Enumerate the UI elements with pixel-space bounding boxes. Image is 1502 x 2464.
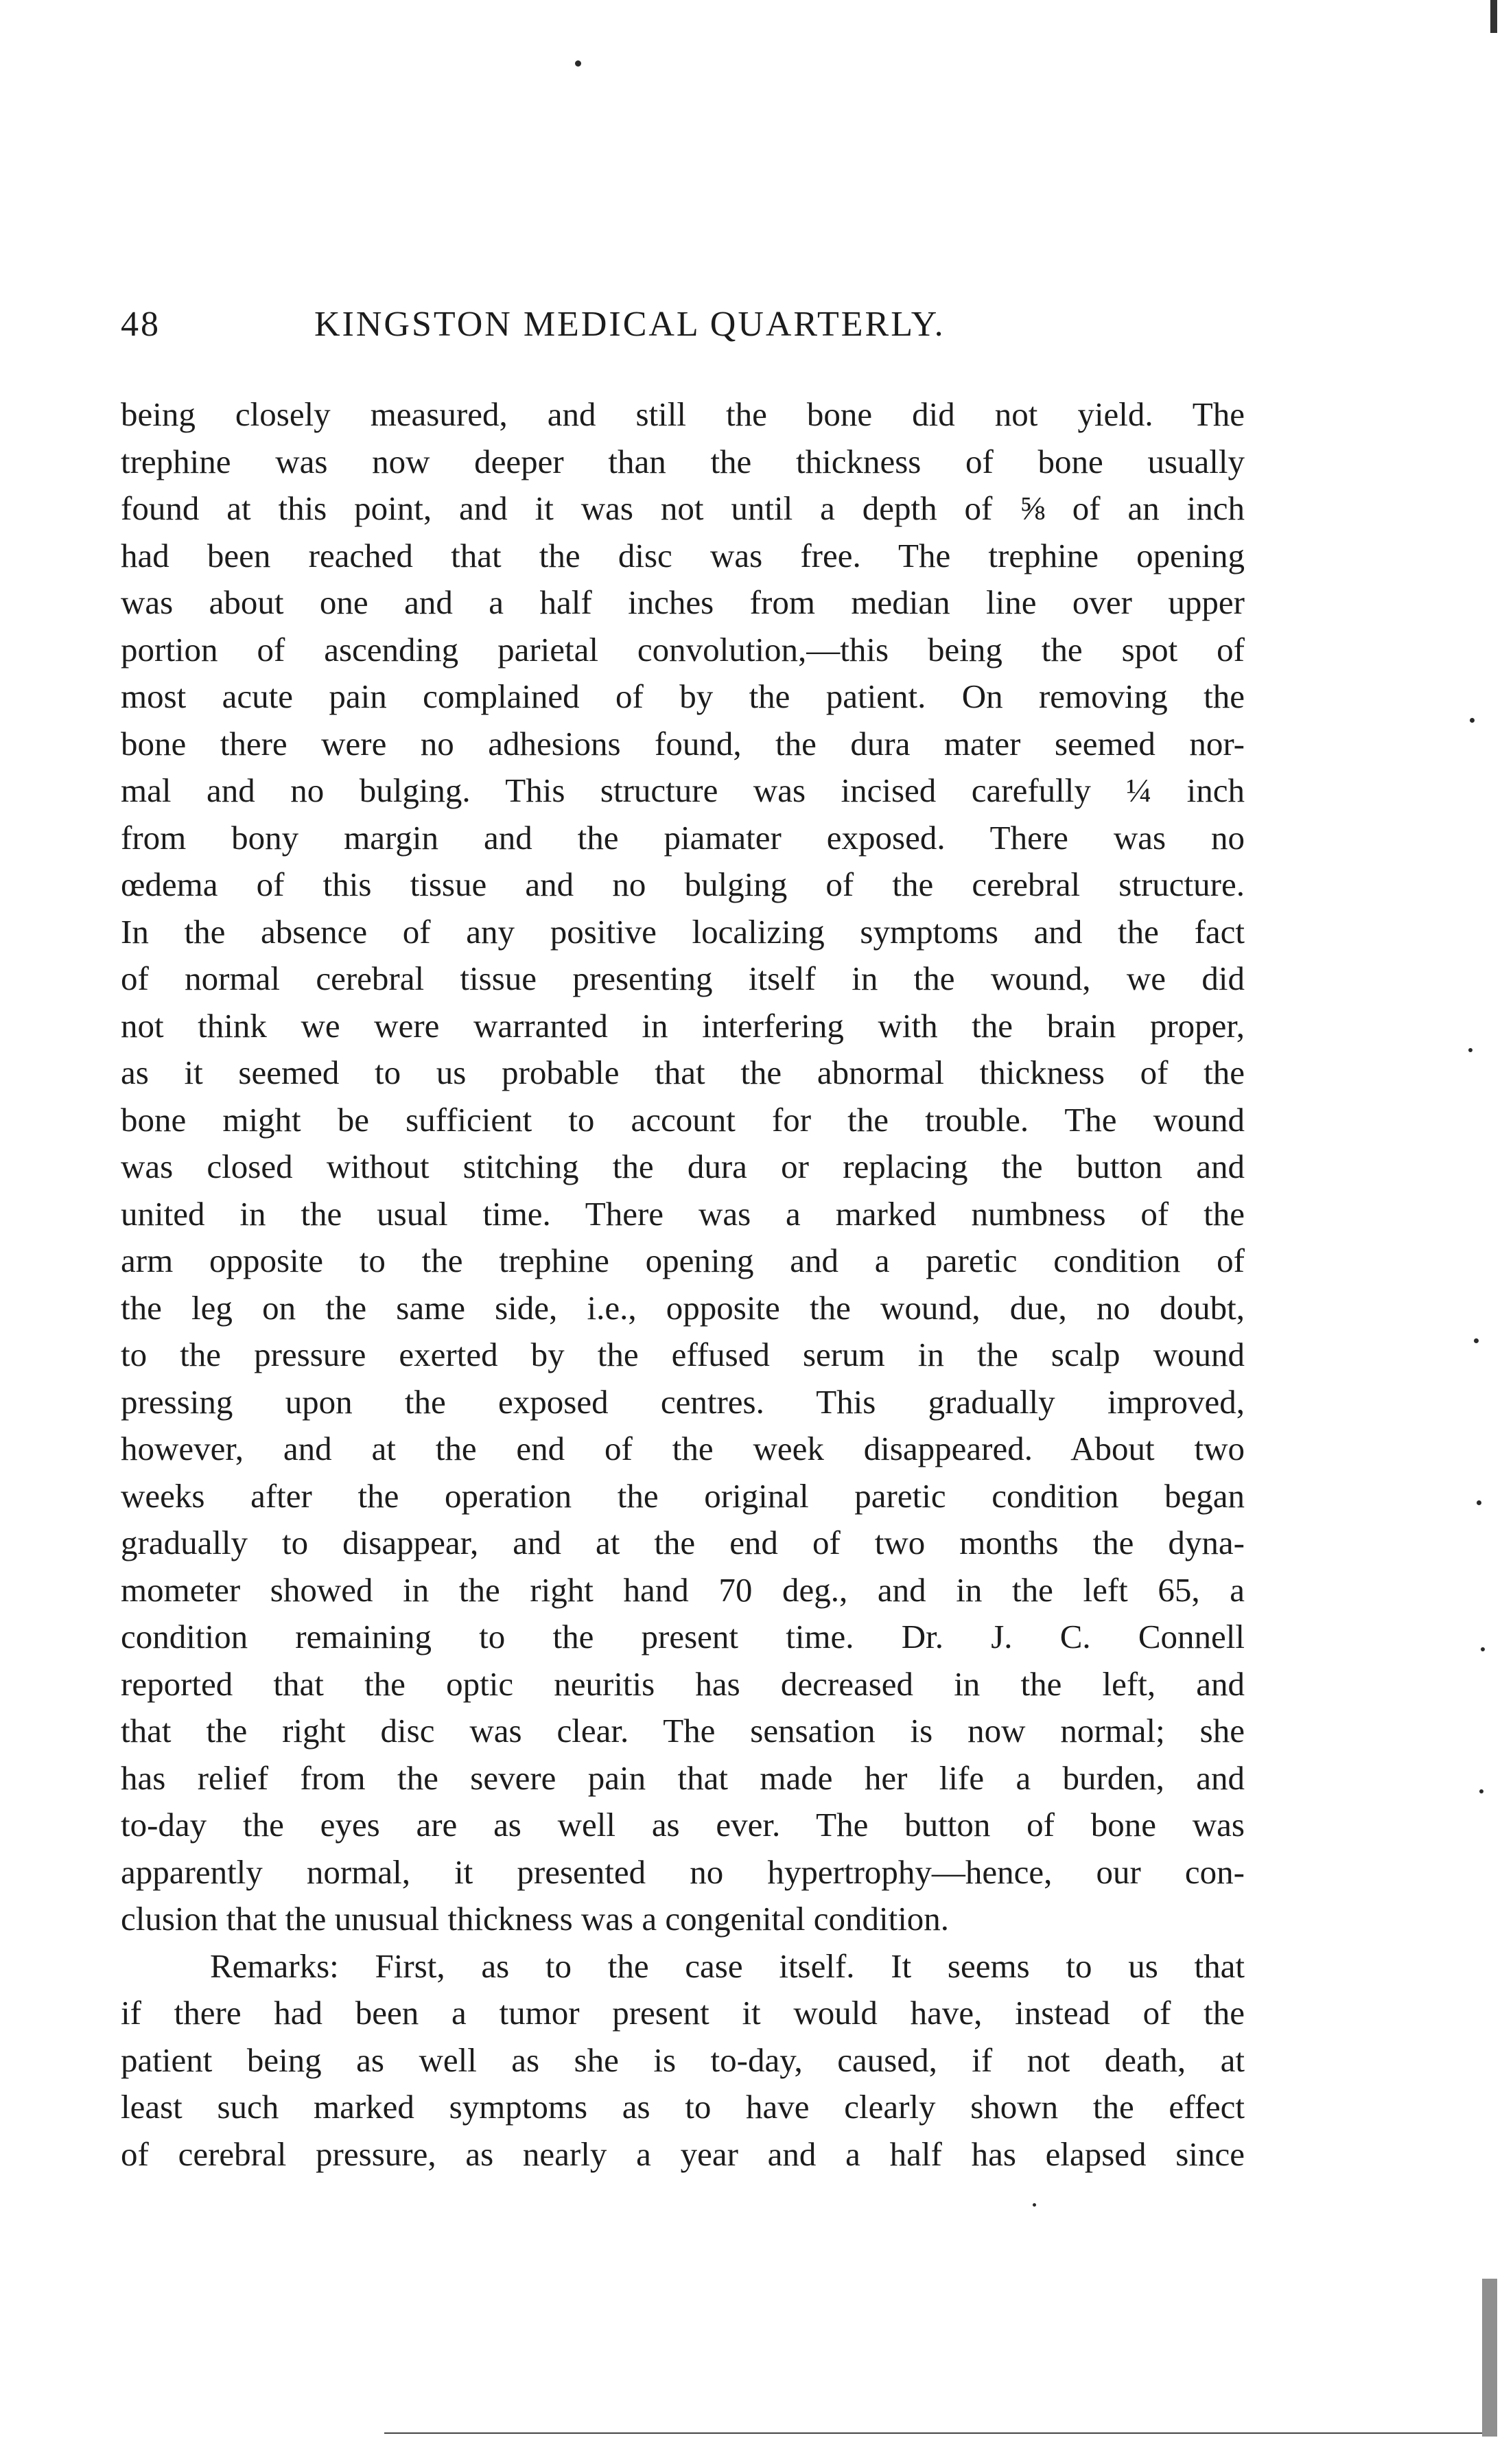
text-line: of cerebral pressure, as nearly a year and a half has elapsed since xyxy=(121,2135,1245,2173)
text-line: trephine was now deeper than the thickness of bone usually xyxy=(121,442,1245,480)
text-line: found at this point, and it was not until a depth of ⅝ of an inch xyxy=(121,489,1245,527)
text-line: was closed without stitching the dura or replacing the button and xyxy=(121,1148,1245,1185)
scan-speck xyxy=(1470,718,1475,723)
body-text xyxy=(121,391,1245,2178)
scan-speck xyxy=(1481,1647,1485,1651)
text-line: clusion that the unusual thickness was a congenital condition. xyxy=(121,1900,950,1938)
paragraph-first-line: Remarks: First, as to the case itself. It seems to us that xyxy=(210,1946,1245,1985)
text-line: has relief from the severe pain that made her life a burden, and xyxy=(121,1758,1245,1797)
text-line: least such marked symptoms as to have clearly shown the effect xyxy=(121,2088,1245,2126)
text-line: mometer showed in the right hand 70 deg., and in the left 65, a xyxy=(121,1570,1245,1609)
bottom-edge-line xyxy=(384,2432,1482,2434)
text-line: if there had been a tumor present it would have, instead of the xyxy=(121,1994,1245,2032)
text-line: bone might be sufficient to account for the trouble. The wound xyxy=(121,1100,1245,1139)
text-line: weeks after the operation the original paretic condition began xyxy=(121,1476,1245,1515)
text-line: of normal cerebral tissue presenting itself in the wound, we did xyxy=(121,960,1245,997)
text-line: the leg on the same side, i.e., opposite the wound, due, no doubt, xyxy=(121,1288,1245,1327)
text-line: however, and at the end of the week disappeared. About two xyxy=(121,1430,1245,1467)
text-line: to-day the eyes are as well as ever. The button of bone was xyxy=(121,1806,1245,1844)
text-line: bone there were no adhesions found, the dura mater seemed nor- xyxy=(121,724,1245,763)
scan-speck xyxy=(575,60,581,67)
text-line: reported that the optic neuritis has decreased in the left, and xyxy=(121,1664,1245,1703)
text-line: not think we were warranted in interfering with the brain proper, xyxy=(121,1006,1245,1045)
page-number: 48 xyxy=(121,305,161,344)
journal-title: KINGSTON MEDICAL QUARTERLY. xyxy=(314,305,946,344)
text-line: patient being as well as she is to-day, caused, if not death, at xyxy=(121,2041,1245,2079)
text-line: had been reached that the disc was free. The trephine opening xyxy=(121,536,1245,574)
running-head xyxy=(121,301,1260,349)
text-line: pressing upon the exposed centres. This gradually improved, xyxy=(121,1382,1245,1421)
text-line: œdema of this tissue and no bulging of the cerebral structure. xyxy=(121,865,1245,903)
text-line: mal and no bulging. This structure was incised carefully ¼ inch xyxy=(121,771,1245,809)
edge-mark xyxy=(1490,0,1497,33)
scan-speck xyxy=(1474,1338,1479,1343)
edge-mark xyxy=(1482,2279,1497,2437)
text-line: from bony margin and the piamater exposed. There was no xyxy=(121,818,1245,857)
text-line: condition remaining to the present time. Dr. J. C. Connell xyxy=(121,1618,1245,1655)
text-line: arm opposite to the trephine opening and a paretic condition of xyxy=(121,1242,1245,1279)
text-line: most acute pain complained of by the patient. On removing the xyxy=(121,677,1245,715)
text-line: to the pressure exerted by the effused serum in the scalp wound xyxy=(121,1336,1245,1373)
text-line: portion of ascending parietal convolution,—this being the spot of xyxy=(121,630,1245,669)
text-line: apparently normal, it presented no hypertrophy—hence, our con- xyxy=(121,1852,1245,1891)
text-line: was about one and a half inches from median line over upper xyxy=(121,583,1245,621)
text-line: united in the usual time. There was a marked numbness of the xyxy=(121,1194,1245,1233)
scan-speck xyxy=(1477,1500,1481,1505)
scan-speck xyxy=(1468,1048,1472,1052)
scan-speck xyxy=(1033,2203,1036,2207)
text-line: In the absence of any positive localizing symptoms and the fact xyxy=(121,912,1245,951)
scan-speck xyxy=(1479,1789,1483,1793)
text-line: that the right disc was clear. The sensation is now normal; she xyxy=(121,1712,1245,1750)
text-line: being closely measured, and still the bone did not yield. The xyxy=(121,395,1245,433)
text-line: gradually to disappear, and at the end of two months the dyna- xyxy=(121,1524,1245,1561)
text-line: as it seemed to us probable that the abnormal thickness of the xyxy=(121,1054,1245,1091)
